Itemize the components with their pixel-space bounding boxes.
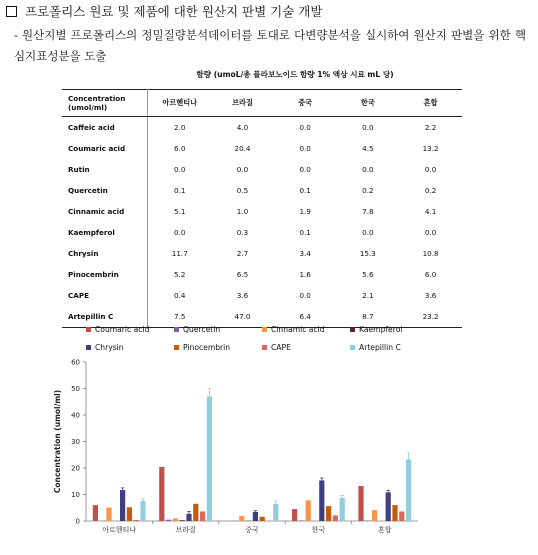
x-tick-label: 중국	[245, 526, 259, 534]
bar	[392, 505, 397, 521]
value-cell: 47.0	[211, 306, 274, 328]
table-row	[62, 264, 462, 285]
bar	[140, 501, 145, 521]
value-cell: 23.2	[399, 306, 462, 328]
value-cell: 0.0	[236, 165, 249, 174]
table-body	[62, 117, 462, 328]
table-row	[62, 222, 462, 243]
value-cell: 7.8	[362, 207, 374, 216]
value-cell: 0.5	[236, 186, 249, 195]
compound-name-cell: Chrysin	[62, 243, 148, 264]
table-row	[62, 159, 462, 180]
value-cell: 3.6	[424, 291, 437, 300]
compound-name-cell: Pinocembrin	[62, 264, 148, 285]
section-title: 프로폴리스 원료 및 제품에 대한 원산지 판별 기술 개발	[25, 4, 323, 19]
bar	[333, 515, 338, 521]
value-cell: 6.5	[236, 270, 249, 279]
y-tick-label: 50	[71, 385, 80, 393]
value-cell: 15.3	[359, 249, 376, 258]
value-cell: 4.0	[236, 123, 249, 132]
legend-item	[86, 325, 149, 334]
legend-swatch	[350, 327, 355, 332]
bar	[193, 504, 198, 521]
value-cell: 0.3	[236, 228, 249, 237]
x-tick-label: 혼합	[378, 526, 392, 534]
value-cell: 0.0	[174, 228, 186, 237]
legend-swatch	[86, 327, 91, 332]
value-cell: 0.1	[299, 186, 311, 195]
bar	[207, 396, 212, 521]
x-tick-label: 아르헨티나	[102, 526, 137, 534]
bar	[239, 516, 244, 521]
compound-name-cell: Quercetin	[62, 180, 148, 201]
compound-name-cell: Rutin	[62, 159, 148, 180]
bar	[186, 514, 191, 521]
x-tick-label: 브라질	[175, 526, 196, 534]
bar	[386, 492, 391, 521]
bar	[358, 486, 363, 521]
legend-swatch	[174, 327, 179, 332]
legend-label: CAPE	[271, 343, 291, 352]
compound-name-cell: Caffeic acid	[62, 117, 148, 139]
compound-name-cell: Coumaric acid	[62, 138, 148, 159]
value-cell: 6.0	[424, 270, 437, 279]
compound-name-cell: Kaempferol	[62, 222, 148, 243]
value-cell: 7.5	[148, 306, 211, 328]
table-row	[62, 285, 462, 306]
value-cell: 2.1	[362, 291, 374, 300]
bar	[134, 520, 139, 521]
bar	[306, 500, 311, 521]
bar	[365, 520, 370, 521]
compound-name-cell: Artepillin C	[62, 306, 148, 328]
table-row	[62, 138, 462, 159]
value-cell: 3.4	[299, 249, 311, 258]
y-tick-label: 10	[71, 491, 80, 499]
value-cell: 5.1	[174, 207, 186, 216]
value-cell: 20.4	[234, 144, 251, 153]
bar	[173, 518, 178, 521]
column-header: 아르헨티나	[148, 90, 211, 117]
bar	[253, 512, 258, 521]
value-cell: 1.0	[236, 207, 249, 216]
column-header: 중국	[274, 90, 337, 117]
value-cell: 3.6	[236, 291, 249, 300]
value-cell: 1.9	[299, 207, 311, 216]
y-axis-label: Concentration (umol/ml)	[53, 389, 62, 494]
bar	[166, 520, 171, 521]
y-tick-label: 60	[71, 358, 80, 367]
value-cell: 10.8	[422, 249, 439, 258]
bar	[406, 460, 411, 521]
column-header: 혼합	[399, 90, 462, 117]
value-cell: 0.4	[174, 291, 186, 300]
bar	[260, 517, 265, 521]
bar	[93, 505, 98, 521]
bar	[326, 506, 331, 521]
table-title: 함량 (umoL/총 플라보노이드 함량 1% 액상 시료 mL 당)	[196, 70, 394, 79]
table-row	[62, 243, 462, 264]
legend-label: Cinnamic acid	[271, 325, 325, 334]
legend-item	[262, 325, 325, 334]
section-body: - 원산지별 프로폴리스의 정밀질량분석데이터를 토대로 다변량분석을 실시하여 원산지 판별을 위한 핵심지표성분을 도출	[14, 28, 526, 63]
legend-label: Artepillin C	[359, 343, 401, 352]
value-cell: 6.0	[174, 144, 186, 153]
value-cell: 0.0	[362, 165, 374, 174]
bar	[273, 504, 278, 521]
legend-label: Chrysin	[95, 343, 124, 352]
bar	[399, 511, 404, 521]
value-cell: 1.6	[299, 270, 311, 279]
column-header: 한국	[336, 90, 399, 117]
bar	[340, 498, 345, 521]
value-cell: 2.2	[424, 123, 437, 132]
bar	[120, 490, 125, 521]
concentration-table	[62, 89, 462, 328]
value-cell: 6.4	[274, 306, 337, 328]
table-row	[62, 180, 462, 201]
table-header-row	[62, 90, 462, 117]
bar	[180, 520, 185, 521]
bar	[372, 510, 377, 521]
value-cell: 0.0	[424, 228, 437, 237]
legend-label: Pinocembrin	[183, 343, 231, 352]
value-cell: 0.0	[299, 291, 311, 300]
table-row	[62, 201, 462, 222]
legend-label: Quercetin	[183, 325, 221, 334]
checkbox-square-icon	[6, 6, 17, 17]
y-tick-label: 0	[75, 517, 80, 526]
value-cell: 0.2	[424, 186, 437, 195]
value-cell: 0.0	[174, 165, 186, 174]
legend-item	[174, 325, 220, 334]
x-tick-label: 한국	[311, 526, 326, 534]
legend-swatch	[262, 327, 267, 332]
row-header-cell	[62, 90, 148, 117]
bar	[200, 511, 205, 521]
value-cell: 2.0	[174, 123, 186, 132]
value-cell: 0.0	[362, 228, 374, 237]
value-cell: 0.0	[299, 165, 311, 174]
value-cell: 0.0	[362, 123, 374, 132]
legend-item	[350, 325, 402, 334]
bar	[292, 509, 297, 521]
header-unit: (umol/ml)	[68, 103, 108, 112]
compound-name-cell: CAPE	[62, 285, 148, 306]
bar	[319, 480, 324, 521]
value-cell: 0.2	[362, 186, 374, 195]
bar	[106, 507, 111, 521]
value-cell: 4.5	[362, 144, 374, 153]
legend-label: Coumaric acid	[95, 325, 150, 334]
value-cell: 13.2	[422, 144, 439, 153]
section-heading	[6, 4, 322, 20]
bar-chart	[0, 340, 538, 555]
value-cell: 2.7	[236, 249, 249, 258]
compound-name-cell: Cinnamic acid	[62, 201, 148, 222]
value-cell: 0.0	[424, 165, 437, 174]
value-cell: 0.1	[299, 228, 311, 237]
bar	[299, 520, 304, 521]
header-concentration: Concentration	[68, 94, 126, 103]
value-cell: 0.1	[174, 186, 186, 195]
value-cell: 4.1	[424, 207, 437, 216]
value-cell: 5.2	[174, 270, 186, 279]
bar	[127, 507, 132, 521]
value-cell: 5.6	[362, 270, 374, 279]
y-tick-label: 30	[71, 438, 80, 446]
value-cell: 0.0	[299, 144, 311, 153]
table-row	[62, 117, 462, 139]
legend-label: Kaempferol	[359, 325, 403, 334]
value-cell: 8.7	[336, 306, 399, 328]
column-header: 브라질	[211, 90, 274, 117]
y-tick-label: 20	[71, 464, 80, 473]
value-cell: 0.0	[299, 123, 311, 132]
bar	[159, 467, 164, 521]
y-tick-label: 40	[71, 411, 80, 420]
value-cell: 11.7	[171, 249, 188, 258]
